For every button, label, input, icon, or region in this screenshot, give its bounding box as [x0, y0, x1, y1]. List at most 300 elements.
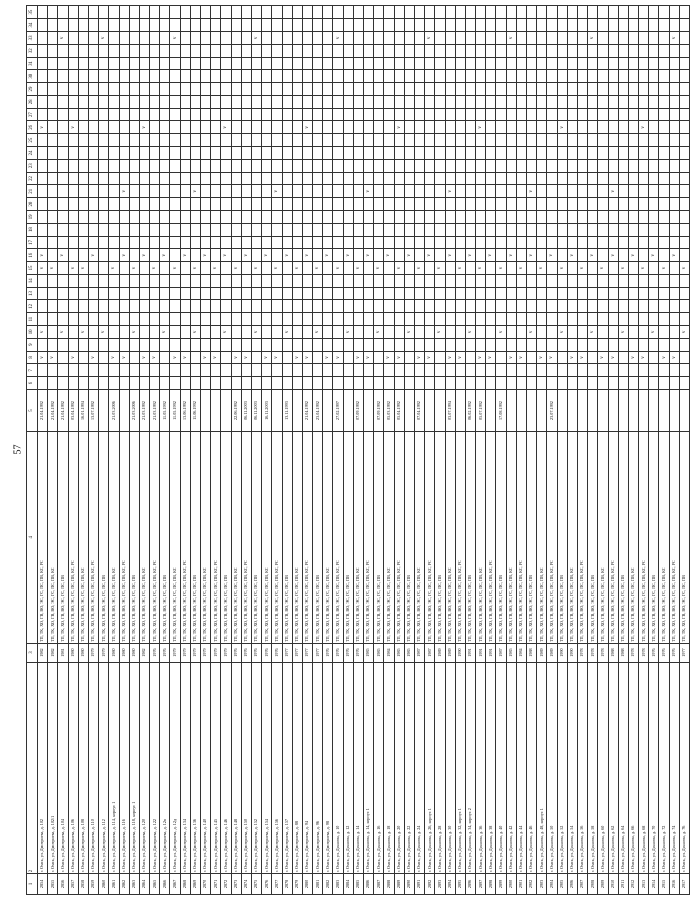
address-cell: г. Омск, ул. Дмитриева, д. 157	[282, 662, 292, 873]
mark-cell	[577, 19, 587, 32]
mark-cell	[435, 198, 445, 211]
year-cell: 1985	[404, 643, 414, 662]
features-cell: ТП, ТК, ХО, ГВ, ВО, ЭС, ГС, ПС, ПВ, КС, РС	[486, 432, 496, 643]
mark-cell	[465, 377, 475, 390]
mark-cell	[313, 44, 323, 57]
mark-cell	[58, 338, 68, 351]
address-cell: г. Омск, ул. Дианова, д. 48, корпус 1	[537, 662, 547, 873]
year-cell: 1980	[78, 643, 88, 662]
mark-cell	[567, 287, 577, 300]
mark-cell	[251, 377, 261, 390]
row-number-cell: 2871	[211, 873, 221, 894]
mark-cell	[414, 121, 424, 134]
mark-cell	[394, 172, 404, 185]
mark-cell	[302, 338, 312, 351]
mark-cell	[211, 70, 221, 83]
features-cell: ТП, ТК, ХО, ГВ, ВО, ЭС, ГС, ПС, ПВ, КС, РС	[547, 432, 557, 643]
mark-cell	[598, 95, 608, 108]
mark-cell	[486, 134, 496, 147]
mark-cell	[618, 70, 628, 83]
mark-cell	[170, 198, 180, 211]
mark-cell	[221, 313, 231, 326]
mark-cell	[150, 185, 160, 198]
mark-cell	[78, 287, 88, 300]
mark-cell	[628, 287, 638, 300]
features-cell: ТП, ТК, ХО, ГВ, ВО, ЭС, ГС, ПС, ПВ, КС	[628, 432, 638, 643]
check-mark: v	[396, 266, 402, 270]
mark-cell	[618, 313, 628, 326]
mark-cell	[547, 147, 557, 160]
mark-cell	[414, 236, 424, 249]
mark-cell	[302, 108, 312, 121]
check-mark: v	[620, 266, 626, 270]
mark-cell	[78, 249, 88, 262]
mark-cell	[547, 198, 557, 211]
mark-cell	[251, 6, 261, 19]
mark-cell	[201, 338, 211, 351]
mark-cell	[313, 159, 323, 172]
features-cell: ТП, ТК, ХО, ГВ, ВО, ЭС, ГС, ПС, ПВ, КС, РС	[455, 432, 465, 643]
row-number-cell: 2876	[262, 873, 272, 894]
mark-cell	[282, 108, 292, 121]
mark-cell	[109, 83, 119, 96]
mark-cell	[211, 159, 221, 172]
mark-cell	[313, 134, 323, 147]
mark-cell	[598, 6, 608, 19]
mark-cell	[68, 364, 78, 377]
mark-cell	[109, 377, 119, 390]
mark-cell	[160, 313, 170, 326]
mark-cell	[231, 351, 241, 364]
mark-cell	[414, 44, 424, 57]
mark-cell	[333, 19, 343, 32]
mark-cell	[38, 185, 48, 198]
mark-cell	[679, 159, 689, 172]
mark-cell	[537, 134, 547, 147]
column-header: 2	[27, 662, 38, 873]
mark-cell	[384, 198, 394, 211]
mark-cell	[313, 172, 323, 185]
mark-cell	[313, 147, 323, 160]
date-cell	[649, 389, 659, 431]
mark-cell	[201, 287, 211, 300]
mark-cell	[557, 44, 567, 57]
mark-cell	[588, 351, 598, 364]
row-number-cell: 2895	[455, 873, 465, 894]
mark-cell	[516, 134, 526, 147]
mark-cell	[577, 338, 587, 351]
mark-cell	[48, 57, 58, 70]
mark-cell	[38, 338, 48, 351]
mark-cell	[445, 44, 455, 57]
mark-cell	[343, 338, 353, 351]
mark-cell	[109, 147, 119, 160]
mark-cell	[313, 32, 323, 45]
year-cell: 1976	[231, 643, 241, 662]
mark-cell	[109, 19, 119, 32]
mark-cell	[221, 159, 231, 172]
mark-cell	[201, 249, 211, 262]
address-cell: г. Омск, ул. Дианова, д. 32, корпус 1	[455, 662, 465, 873]
mark-cell	[374, 377, 384, 390]
mark-cell	[262, 377, 272, 390]
mark-cell	[465, 172, 475, 185]
mark-cell	[537, 364, 547, 377]
mark-cell	[425, 223, 435, 236]
row-number-cell: 2878	[282, 873, 292, 894]
mark-cell	[119, 300, 129, 313]
mark-cell	[180, 210, 190, 223]
mark-cell	[445, 326, 455, 339]
mark-cell	[567, 57, 577, 70]
features-cell: ТП, ТК, ХО, ГВ, ВО, ЭС, ГС, ПС, ПВ, КС, РС	[180, 432, 190, 643]
mark-cell	[323, 287, 333, 300]
mark-cell	[476, 147, 486, 160]
mark-cell	[190, 6, 200, 19]
mark-cell	[150, 57, 160, 70]
mark-cell	[262, 249, 272, 262]
mark-cell	[99, 210, 109, 223]
date-cell: 21.04.1992	[302, 389, 312, 431]
mark-cell	[557, 108, 567, 121]
mark-cell	[221, 121, 231, 134]
features-cell: ТП, ТК, ХО, ГВ, ВО, ЭС, ГС, ПС, ПВ, КС	[170, 432, 180, 643]
mark-cell	[425, 377, 435, 390]
year-cell: 1976	[669, 643, 679, 662]
date-cell: 06.02.1992	[465, 389, 475, 431]
mark-cell	[109, 287, 119, 300]
mark-cell	[88, 147, 98, 160]
mark-cell	[190, 57, 200, 70]
date-cell: 17.08.1992	[496, 389, 506, 431]
date-cell	[404, 389, 414, 431]
mark-cell	[78, 377, 88, 390]
mark-cell	[527, 274, 537, 287]
mark-cell	[557, 83, 567, 96]
mark-cell	[598, 236, 608, 249]
mark-cell	[445, 83, 455, 96]
mark-cell	[129, 121, 139, 134]
mark-cell	[343, 236, 353, 249]
mark-cell	[435, 172, 445, 185]
check-mark: v	[406, 330, 412, 334]
mark-cell	[38, 300, 48, 313]
check-mark: v	[192, 330, 198, 334]
mark-cell	[170, 326, 180, 339]
mark-cell	[669, 172, 679, 185]
check-mark: v	[559, 126, 565, 129]
mark-cell	[88, 185, 98, 198]
mark-cell	[262, 262, 272, 275]
table-row	[628, 6, 638, 895]
mark-cell	[435, 351, 445, 364]
mark-cell	[78, 159, 88, 172]
mark-cell	[313, 210, 323, 223]
date-cell	[669, 389, 679, 431]
mark-cell	[486, 236, 496, 249]
mark-cell	[476, 19, 486, 32]
mark-cell	[669, 147, 679, 160]
mark-cell	[465, 351, 475, 364]
mark-cell	[272, 83, 282, 96]
mark-cell	[251, 108, 261, 121]
mark-cell	[618, 249, 628, 262]
mark-cell	[527, 223, 537, 236]
mark-cell	[404, 223, 414, 236]
features-cell: ТП, ТК, ХО, ГВ, ВО, ЭС, ГС, ПС, ПВ	[527, 432, 537, 643]
mark-cell	[364, 32, 374, 45]
mark-cell	[48, 83, 58, 96]
mark-cell	[679, 6, 689, 19]
year-cell: 1987	[425, 643, 435, 662]
mark-cell	[251, 274, 261, 287]
mark-cell	[333, 32, 343, 45]
mark-cell	[78, 198, 88, 211]
mark-cell	[282, 351, 292, 364]
check-mark: v	[651, 330, 657, 334]
mark-cell	[547, 236, 557, 249]
mark-cell	[343, 19, 353, 32]
mark-cell	[48, 108, 58, 121]
mark-cell	[598, 44, 608, 57]
mark-cell	[109, 351, 119, 364]
mark-cell	[211, 287, 221, 300]
mark-cell	[527, 377, 537, 390]
row-number-cell: 2877	[272, 873, 282, 894]
date-cell: 21.03.1992	[150, 389, 160, 431]
mark-cell	[262, 70, 272, 83]
mark-cell	[119, 262, 129, 275]
mark-cell	[58, 147, 68, 160]
mark-cell	[364, 95, 374, 108]
row-number-cell: 2902	[527, 873, 537, 894]
mark-cell	[180, 351, 190, 364]
mark-cell	[272, 262, 282, 275]
mark-cell	[669, 236, 679, 249]
mark-cell	[231, 274, 241, 287]
mark-cell	[272, 147, 282, 160]
mark-cell	[58, 108, 68, 121]
table-row	[527, 6, 537, 895]
mark-cell	[537, 32, 547, 45]
features-cell: ТП, ТК, ХО, ГВ, ВО, ЭС, ГС, ПС, ПВ, КС, РС	[119, 432, 129, 643]
year-cell: 1991	[476, 643, 486, 662]
mark-cell	[139, 210, 149, 223]
mark-cell	[425, 83, 435, 96]
mark-cell	[190, 364, 200, 377]
mark-cell	[374, 300, 384, 313]
mark-cell	[577, 134, 587, 147]
mark-cell	[88, 134, 98, 147]
check-mark: v	[427, 253, 433, 257]
mark-cell	[608, 57, 618, 70]
column-header: 16	[27, 249, 38, 262]
address-cell: г. Омск, ул. Дмитриева, д. 136	[190, 662, 200, 873]
mark-cell	[404, 313, 414, 326]
mark-cell	[486, 57, 496, 70]
mark-cell	[292, 351, 302, 364]
check-mark: v	[60, 330, 66, 334]
mark-cell	[109, 44, 119, 57]
mark-cell	[48, 147, 58, 160]
mark-cell	[598, 274, 608, 287]
mark-cell	[465, 19, 475, 32]
mark-cell	[241, 83, 251, 96]
mark-cell	[201, 313, 211, 326]
mark-cell	[465, 249, 475, 262]
mark-cell	[292, 185, 302, 198]
mark-cell	[364, 70, 374, 83]
mark-cell	[251, 83, 261, 96]
mark-cell	[384, 147, 394, 160]
mark-cell	[669, 83, 679, 96]
mark-cell	[262, 32, 272, 45]
mark-cell	[150, 262, 160, 275]
mark-cell	[170, 57, 180, 70]
mark-cell	[48, 249, 58, 262]
mark-cell	[649, 19, 659, 32]
table-row	[282, 6, 292, 895]
mark-cell	[669, 95, 679, 108]
mark-cell	[282, 338, 292, 351]
mark-cell	[150, 313, 160, 326]
mark-cell	[272, 6, 282, 19]
mark-cell	[201, 95, 211, 108]
mark-cell	[262, 198, 272, 211]
mark-cell	[99, 134, 109, 147]
mark-cell	[221, 147, 231, 160]
mark-cell	[577, 172, 587, 185]
mark-cell	[323, 274, 333, 287]
check-mark: v	[40, 330, 46, 334]
mark-cell	[343, 83, 353, 96]
check-mark: v	[345, 330, 351, 334]
check-mark: v	[478, 126, 484, 129]
mark-cell	[455, 249, 465, 262]
mark-cell	[211, 338, 221, 351]
mark-cell	[394, 210, 404, 223]
mark-cell	[292, 364, 302, 377]
mark-cell	[465, 300, 475, 313]
mark-cell	[58, 198, 68, 211]
mark-cell	[628, 6, 638, 19]
mark-cell	[527, 95, 537, 108]
mark-cell	[150, 236, 160, 249]
address-cell: г. Омск, ул. Дмитриева, д. 112	[99, 662, 109, 873]
mark-cell	[180, 377, 190, 390]
mark-cell	[384, 44, 394, 57]
mark-cell	[476, 223, 486, 236]
mark-cell	[99, 198, 109, 211]
mark-cell	[262, 6, 272, 19]
mark-cell	[190, 262, 200, 275]
mark-cell	[364, 57, 374, 70]
mark-cell	[649, 32, 659, 45]
features-cell: ТП, ТК, ХО, ГВ, ВО, ЭС, ГС, ПС, ПВ	[649, 432, 659, 643]
address-cell: г. Омск, ул. Дианова, д. 74	[669, 662, 679, 873]
table-row	[618, 6, 628, 895]
mark-cell	[221, 44, 231, 57]
mark-cell	[496, 185, 506, 198]
mark-cell	[241, 262, 251, 275]
check-mark: v	[141, 356, 147, 359]
mark-cell	[38, 44, 48, 57]
mark-cell	[659, 134, 669, 147]
mark-cell	[323, 32, 333, 45]
mark-cell	[577, 249, 587, 262]
mark-cell	[527, 262, 537, 275]
mark-cell	[496, 223, 506, 236]
table-row	[190, 6, 200, 895]
mark-cell	[88, 70, 98, 83]
mark-cell	[557, 147, 567, 160]
mark-cell	[455, 262, 465, 275]
table-row	[486, 6, 496, 895]
mark-cell	[251, 57, 261, 70]
year-cell: 1976	[333, 643, 343, 662]
year-cell: 1985	[394, 643, 404, 662]
mark-cell	[567, 300, 577, 313]
mark-cell	[659, 249, 669, 262]
year-cell: 1977	[292, 643, 302, 662]
mark-cell	[445, 364, 455, 377]
mark-cell	[323, 326, 333, 339]
mark-cell	[292, 121, 302, 134]
mark-cell	[394, 351, 404, 364]
mark-cell	[669, 19, 679, 32]
mark-cell	[465, 95, 475, 108]
mark-cell	[292, 313, 302, 326]
mark-cell	[109, 95, 119, 108]
mark-cell	[628, 223, 638, 236]
mark-cell	[659, 121, 669, 134]
year-cell: 1990	[567, 643, 577, 662]
mark-cell	[180, 262, 190, 275]
address-cell: г. Омск, ул. Дмитриева, д. 156	[272, 662, 282, 873]
mark-cell	[476, 262, 486, 275]
year-cell: 1989	[435, 643, 445, 662]
mark-cell	[537, 274, 547, 287]
address-cell: г. Омск, ул. Дианова, д. 12	[343, 662, 353, 873]
mark-cell	[496, 95, 506, 108]
date-cell: 03.04.1992	[68, 389, 78, 431]
mark-cell	[649, 108, 659, 121]
mark-cell	[455, 159, 465, 172]
mark-cell	[364, 210, 374, 223]
mark-cell	[38, 70, 48, 83]
check-mark: v	[223, 126, 229, 129]
mark-cell	[364, 236, 374, 249]
mark-cell	[272, 351, 282, 364]
mark-cell	[353, 134, 363, 147]
mark-cell	[598, 262, 608, 275]
mark-cell	[516, 6, 526, 19]
features-cell: ТП, ТК, ХО, ГВ, ВО, ЭС, ГС, ПС, ПВ	[374, 432, 384, 643]
mark-cell	[282, 326, 292, 339]
mark-cell	[78, 32, 88, 45]
table-row	[404, 6, 414, 895]
check-mark: v	[162, 330, 168, 334]
column-header: 8	[27, 351, 38, 364]
mark-cell	[323, 351, 333, 364]
mark-cell	[476, 121, 486, 134]
mark-cell	[425, 198, 435, 211]
mark-cell	[353, 44, 363, 57]
year-cell: 1987	[496, 643, 506, 662]
address-cell: г. Омск, ул. Дмитриева, д. 96	[313, 662, 323, 873]
features-cell: ТП, ТК, ХО, ГВ, ВО, ЭС, ГС, ПС, ПВ, КС, РС	[302, 432, 312, 643]
check-mark: v	[50, 356, 56, 359]
